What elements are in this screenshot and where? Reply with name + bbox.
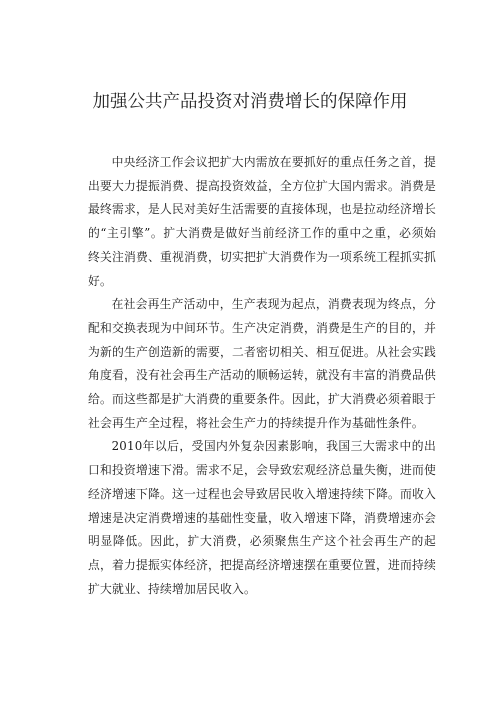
document-title: 加强公共产品投资对消费增长的保障作用 <box>92 92 408 112</box>
paragraph-1: 中央经济工作会议把扩大内需放在要抓好的重点任务之首，提出要大力提振消费、提高投资效益，全方位扩大国内需求。消费是最终需求，是人民对美好生活需要的直接体现，也是拉动经济增长的“主引擎”。扩大消费是做好当前经济工作的重中之重，必须始终关注消费、重视消费，切实把扩大消费作为一项系统工程抓实抓好。 <box>88 155 436 288</box>
paragraph-2: 在社会再生产活动中，生产表现为起点，消费表现为终点，分配和交换表现为中间环节。生产决定消费，消费是生产的目的，并为新的生产创造新的需要，二者密切相关、相互促进。从社会实践角度看，没有社会再生产活动的顺畅运转，就没有丰富的消费品供给。而这些都是扩大消费的重要条件。因此，扩大消费必须着眼于社会再生产全过程，将社会生产力的持续提升作为基础性条件。 <box>88 297 436 430</box>
paragraph-3: 2010年以后，受国内外复杂因素影响，我国三大需求中的出口和投资增速下滑。需求不足，会导致宏观经济总量失衡，进而使经济增速下降。这一过程也会导致居民收入增速持续下降。而收入增速是决定消费增速的基础性变量，收入增速下降，消费增速亦会明显降低。因此，扩大消费，必须聚焦生产这个社会再生产的起点，着力提振实体经济，把提高经济增速摆在重要位置，进而持续扩大就业、持续增加居民收入。 <box>88 439 436 596</box>
document-body <box>88 151 436 601</box>
